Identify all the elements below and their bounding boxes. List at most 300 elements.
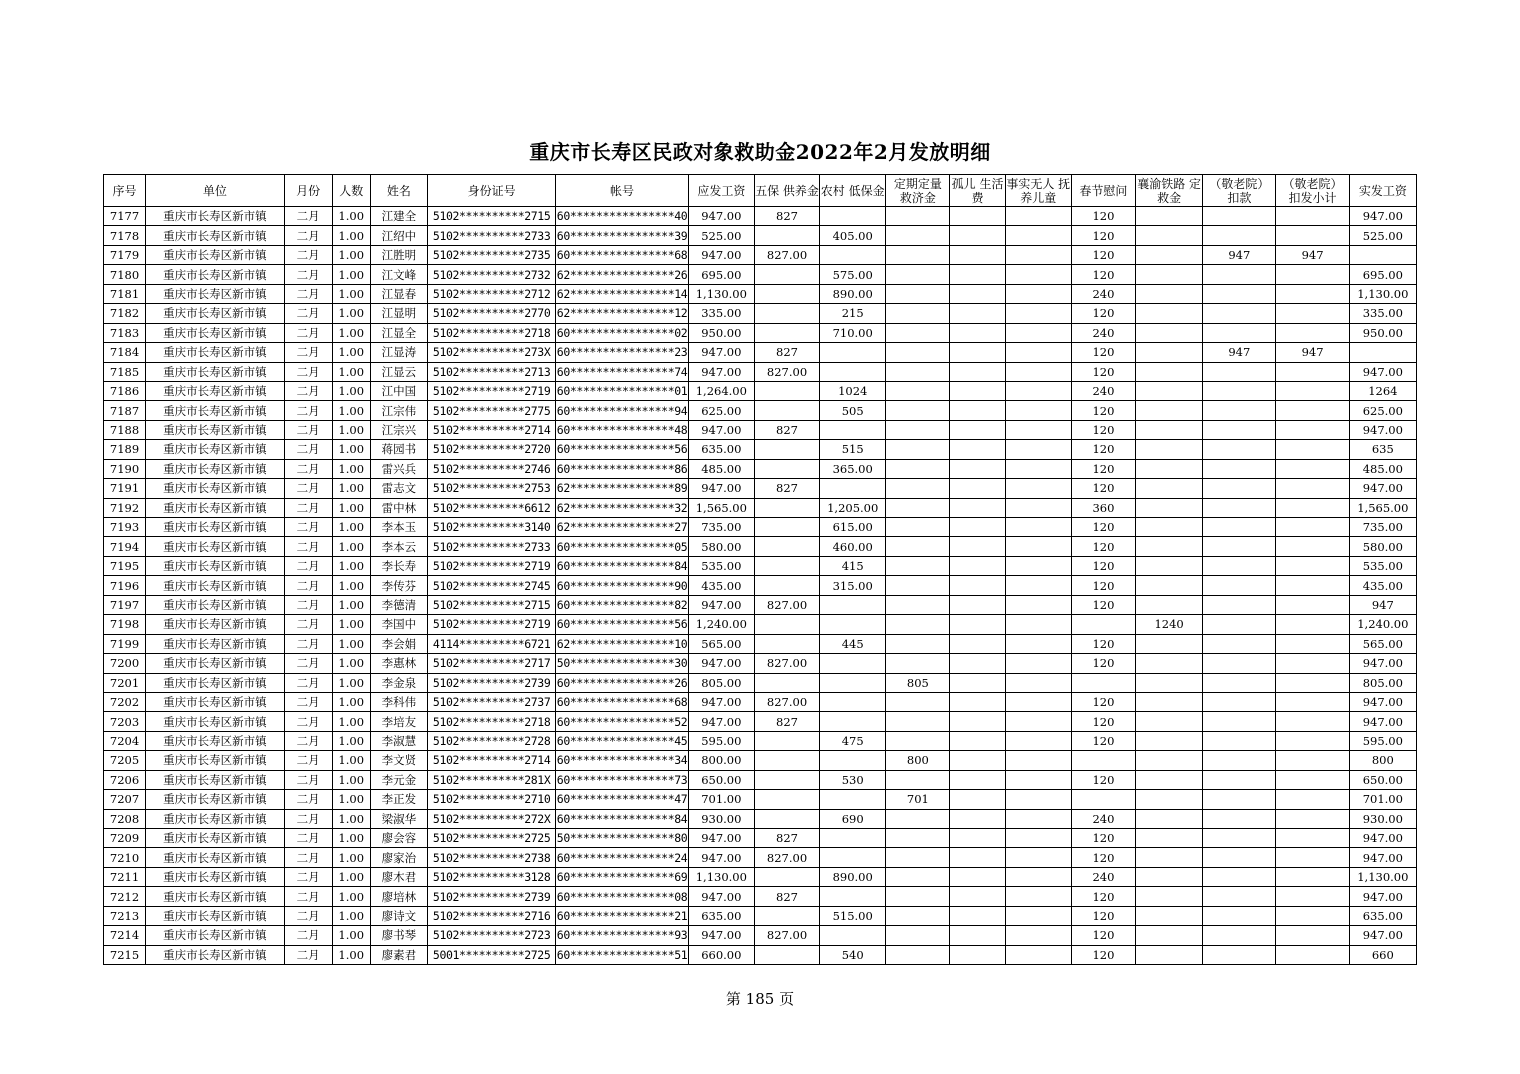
table-cell: 5102**********273X (427, 343, 555, 362)
table-cell (1136, 323, 1203, 342)
table-cell (950, 887, 1005, 906)
table-cell (1276, 440, 1349, 459)
table-cell: 1,240.00 (1349, 615, 1416, 634)
table-row (104, 323, 1417, 342)
table-cell: 1.00 (332, 790, 370, 809)
table-cell: 5102**********2732 (427, 265, 555, 284)
table-cell: 62****************26 (556, 265, 688, 284)
table-cell (820, 751, 886, 770)
table-cell (1005, 829, 1071, 848)
table-cell (950, 712, 1005, 731)
table-cell (820, 692, 886, 711)
table-row (104, 498, 1417, 517)
table-cell (1203, 498, 1276, 517)
table-cell: 1.00 (332, 226, 370, 245)
table-cell: 重庆市长寿区新市镇 (146, 440, 284, 459)
table-cell (1136, 751, 1203, 770)
table-cell (886, 207, 950, 226)
table-cell (1005, 265, 1071, 284)
table-cell: 1240 (1136, 615, 1203, 634)
table-cell: 515 (820, 440, 886, 459)
table-cell (950, 595, 1005, 614)
table-cell (1203, 751, 1276, 770)
table-cell: 7196 (104, 576, 146, 595)
table-cell: 240 (1071, 381, 1135, 400)
table-cell: 江宗伟 (370, 401, 427, 420)
table-cell: 1.00 (332, 829, 370, 848)
table-cell (1136, 867, 1203, 886)
table-cell: 7188 (104, 420, 146, 439)
table-cell (1005, 518, 1071, 537)
table-cell: 505 (820, 401, 886, 420)
table-cell: 890.00 (820, 284, 886, 303)
table-cell (886, 556, 950, 575)
table-cell (950, 207, 1005, 226)
table-cell (1005, 615, 1071, 634)
table-cell: 62****************10 (556, 634, 688, 653)
table-cell (950, 867, 1005, 886)
table-cell: 595.00 (688, 731, 754, 750)
table-cell: 7184 (104, 343, 146, 362)
table-row (104, 692, 1417, 711)
table-cell: 60****************39 (556, 226, 688, 245)
table-cell (886, 343, 950, 362)
table-cell: 60****************24 (556, 848, 688, 867)
table-cell: 1.00 (332, 537, 370, 556)
table-cell: 635.00 (688, 906, 754, 925)
table-cell (1005, 440, 1071, 459)
table-cell (1203, 692, 1276, 711)
table-cell: 60****************01 (556, 381, 688, 400)
table-cell: 120 (1071, 265, 1135, 284)
table-cell (886, 401, 950, 420)
table-cell: 7211 (104, 867, 146, 886)
column-header: （敬老院） 扣发小计 (1276, 175, 1349, 207)
table-cell (1203, 790, 1276, 809)
table-cell (950, 479, 1005, 498)
table-cell (1136, 245, 1203, 264)
table-cell: 120 (1071, 595, 1135, 614)
table-row (104, 867, 1417, 886)
table-cell (1276, 304, 1349, 323)
table-cell (1136, 401, 1203, 420)
table-cell (1276, 401, 1349, 420)
table-cell: 1.00 (332, 479, 370, 498)
table-cell: 60****************34 (556, 751, 688, 770)
table-cell (1276, 751, 1349, 770)
column-header: 身份证号 (427, 175, 555, 207)
table-cell (950, 420, 1005, 439)
table-cell (1276, 479, 1349, 498)
table-cell (950, 245, 1005, 264)
table-cell: 李本云 (370, 537, 427, 556)
table-cell: 李会娟 (370, 634, 427, 653)
table-cell (1136, 284, 1203, 303)
table-cell: 7183 (104, 323, 146, 342)
table-cell: 重庆市长寿区新市镇 (146, 595, 284, 614)
table-cell: 廖书琴 (370, 926, 427, 945)
table-cell: 重庆市长寿区新市镇 (146, 848, 284, 867)
table-cell: 1.00 (332, 867, 370, 886)
table-cell: 1.00 (332, 906, 370, 925)
table-cell (754, 770, 819, 789)
table-cell (1136, 537, 1203, 556)
table-cell: 485.00 (688, 459, 754, 478)
table-row (104, 518, 1417, 537)
table-cell: 5102**********2714 (427, 420, 555, 439)
table-cell: 710.00 (820, 323, 886, 342)
header-row (104, 175, 1417, 207)
table-cell (1071, 673, 1135, 692)
table-cell (886, 615, 950, 634)
table-cell: 695.00 (688, 265, 754, 284)
table-cell: 5102**********2770 (427, 304, 555, 323)
table-cell: 重庆市长寿区新市镇 (146, 343, 284, 362)
table-cell: 重庆市长寿区新市镇 (146, 809, 284, 828)
table-cell: 二月 (284, 848, 332, 867)
table-cell: 1,264.00 (688, 381, 754, 400)
table-cell (886, 323, 950, 342)
table-cell (1136, 887, 1203, 906)
table-cell: 890.00 (820, 867, 886, 886)
table-cell (820, 654, 886, 673)
table-cell: 李元金 (370, 770, 427, 789)
table-cell: 947 (1203, 343, 1276, 362)
table-cell (1136, 692, 1203, 711)
table-cell: 120 (1071, 731, 1135, 750)
table-cell: 江显全 (370, 323, 427, 342)
table-cell: 二月 (284, 518, 332, 537)
table-cell: 7181 (104, 284, 146, 303)
table-cell: 二月 (284, 867, 332, 886)
table-cell (1005, 537, 1071, 556)
table-cell: 1,240.00 (688, 615, 754, 634)
table-cell (1203, 207, 1276, 226)
table-cell: 530 (820, 770, 886, 789)
table-cell: 7209 (104, 829, 146, 848)
table-cell: 5102**********281X (427, 770, 555, 789)
table-cell: 重庆市长寿区新市镇 (146, 401, 284, 420)
table-cell (1005, 654, 1071, 673)
table-cell: 947.00 (688, 829, 754, 848)
table-row (104, 595, 1417, 614)
table-cell: 947 (1276, 343, 1349, 362)
column-header: 襄渝铁路 定救金 (1137, 176, 1202, 205)
table-cell: 315.00 (820, 576, 886, 595)
table-cell (886, 770, 950, 789)
table-cell (1005, 673, 1071, 692)
table-cell (1276, 945, 1349, 964)
table-cell (1203, 381, 1276, 400)
table-cell: 615.00 (820, 518, 886, 537)
table-cell (886, 381, 950, 400)
table-row (104, 926, 1417, 945)
table-cell: 二月 (284, 712, 332, 731)
table-cell (820, 595, 886, 614)
table-cell (1276, 556, 1349, 575)
table-cell: 120 (1071, 848, 1135, 867)
table-cell (1203, 304, 1276, 323)
table-cell (1276, 595, 1349, 614)
table-cell (950, 926, 1005, 945)
table-cell (754, 809, 819, 828)
table-cell: 二月 (284, 381, 332, 400)
table-cell: 5102**********2717 (427, 654, 555, 673)
table-cell: 947.00 (1349, 692, 1416, 711)
table-row (104, 362, 1417, 381)
table-cell: 1.00 (332, 848, 370, 867)
table-cell: 1.00 (332, 926, 370, 945)
table-cell: 120 (1071, 304, 1135, 323)
table-cell (1203, 770, 1276, 789)
table-cell: 重庆市长寿区新市镇 (146, 459, 284, 478)
table-cell (886, 867, 950, 886)
table-cell: 60****************52 (556, 712, 688, 731)
table-cell (1203, 829, 1276, 848)
table-cell: 二月 (284, 207, 332, 226)
table-cell: 120 (1071, 556, 1135, 575)
table-row (104, 479, 1417, 498)
table-cell: 7177 (104, 207, 146, 226)
table-cell (950, 323, 1005, 342)
table-cell (1136, 440, 1203, 459)
table-cell: 947.00 (688, 926, 754, 945)
table-cell: 重庆市长寿区新市镇 (146, 926, 284, 945)
table-cell (1005, 207, 1071, 226)
table-cell (1005, 381, 1071, 400)
table-row (104, 848, 1417, 867)
table-cell: 二月 (284, 459, 332, 478)
table-cell: 二月 (284, 829, 332, 848)
table-cell: 5102**********2725 (427, 829, 555, 848)
table-cell: 1.00 (332, 634, 370, 653)
table-cell: 50****************30 (556, 654, 688, 673)
table-cell: 廖培林 (370, 887, 427, 906)
table-row (104, 401, 1417, 420)
table-cell (1203, 673, 1276, 692)
table-cell: 240 (1071, 284, 1135, 303)
table-cell (886, 479, 950, 498)
table-cell: 廖木君 (370, 867, 427, 886)
table-cell: 947.00 (688, 207, 754, 226)
table-cell: 重庆市长寿区新市镇 (146, 887, 284, 906)
table-cell: 二月 (284, 440, 332, 459)
table-cell: 7194 (104, 537, 146, 556)
table-cell (754, 459, 819, 478)
table-cell (1203, 518, 1276, 537)
table-cell: 827.00 (754, 245, 819, 264)
table-cell: 二月 (284, 265, 332, 284)
table-cell: 120 (1071, 362, 1135, 381)
table-cell (886, 226, 950, 245)
table-cell: 660.00 (688, 945, 754, 964)
table-cell (1136, 848, 1203, 867)
table-cell (886, 595, 950, 614)
table-cell: 120 (1071, 887, 1135, 906)
table-cell: 120 (1071, 770, 1135, 789)
table-cell (820, 712, 886, 731)
table-cell: 二月 (284, 615, 332, 634)
table-cell: 120 (1071, 420, 1135, 439)
table-cell (1276, 906, 1349, 925)
table-cell: 5102**********2739 (427, 673, 555, 692)
table-cell: 947.00 (688, 848, 754, 867)
table-cell: 60****************08 (556, 887, 688, 906)
table-cell: 60****************69 (556, 867, 688, 886)
table-cell: 635 (1349, 440, 1416, 459)
table-cell (950, 518, 1005, 537)
table-cell: 7210 (104, 848, 146, 867)
table-cell: 827 (754, 712, 819, 731)
table-cell (950, 673, 1005, 692)
table-row (104, 265, 1417, 284)
table-cell: 5102**********2719 (427, 615, 555, 634)
table-cell: 李金泉 (370, 673, 427, 692)
table-cell (1276, 420, 1349, 439)
table-cell: 1.00 (332, 323, 370, 342)
table-cell: 947.00 (1349, 829, 1416, 848)
table-cell (1276, 537, 1349, 556)
table-cell (820, 207, 886, 226)
table-cell (1276, 712, 1349, 731)
table-cell (1071, 790, 1135, 809)
table-cell: 1.00 (332, 304, 370, 323)
table-cell: 947.00 (688, 712, 754, 731)
table-cell (1136, 420, 1203, 439)
table-cell (1203, 926, 1276, 945)
table-cell: 二月 (284, 654, 332, 673)
table-cell (1005, 459, 1071, 478)
table-cell: 5102**********2745 (427, 576, 555, 595)
table-cell: 735.00 (688, 518, 754, 537)
table-cell (1136, 731, 1203, 750)
table-row (104, 537, 1417, 556)
table-cell: 二月 (284, 887, 332, 906)
table-cell (950, 829, 1005, 848)
table-cell (754, 634, 819, 653)
table-cell: 二月 (284, 304, 332, 323)
table-cell: 930.00 (1349, 809, 1416, 828)
table-cell (886, 304, 950, 323)
table-cell (1276, 867, 1349, 886)
table-row (104, 226, 1417, 245)
table-cell: 重庆市长寿区新市镇 (146, 634, 284, 653)
table-cell (754, 945, 819, 964)
table-cell: 5102**********2735 (427, 245, 555, 264)
table-cell (1349, 245, 1416, 264)
table-cell (754, 867, 819, 886)
table-cell: 415 (820, 556, 886, 575)
table-cell: 5102**********3128 (427, 867, 555, 886)
table-cell: 947.00 (688, 887, 754, 906)
table-cell: 1.00 (332, 712, 370, 731)
table-cell: 120 (1071, 926, 1135, 945)
table-cell: 805.00 (1349, 673, 1416, 692)
table-cell: 5102**********2728 (427, 731, 555, 750)
table-cell (820, 343, 886, 362)
table-cell: 重庆市长寿区新市镇 (146, 226, 284, 245)
table-cell: 重庆市长寿区新市镇 (146, 731, 284, 750)
table-cell (1005, 790, 1071, 809)
table-cell: 60****************82 (556, 595, 688, 614)
table-cell (1136, 304, 1203, 323)
table-cell: 60****************73 (556, 770, 688, 789)
table-cell: 5001**********2725 (427, 945, 555, 964)
table-cell: 重庆市长寿区新市镇 (146, 790, 284, 809)
table-cell: 565.00 (1349, 634, 1416, 653)
table-cell: 60****************21 (556, 906, 688, 925)
table-cell: 7179 (104, 245, 146, 264)
table-cell (820, 926, 886, 945)
page-number: 第 185 页 (725, 990, 795, 1008)
table-cell (1203, 284, 1276, 303)
table-cell (950, 304, 1005, 323)
table-cell (1136, 654, 1203, 673)
table-row (104, 809, 1417, 828)
table-cell: 62****************27 (556, 518, 688, 537)
table-cell: 827 (754, 420, 819, 439)
table-cell (1136, 634, 1203, 653)
column-header: 事实无人 抚养儿童 (1006, 176, 1071, 205)
table-cell: 120 (1071, 518, 1135, 537)
table-cell: 5102**********2738 (427, 848, 555, 867)
table-cell (950, 226, 1005, 245)
table-cell: 二月 (284, 226, 332, 245)
table-cell (1005, 226, 1071, 245)
table-body (104, 207, 1417, 965)
table-cell (820, 420, 886, 439)
table-cell: 廖诗文 (370, 906, 427, 925)
table-cell: 二月 (284, 790, 332, 809)
table-cell (950, 692, 1005, 711)
table-cell: 5102**********2719 (427, 556, 555, 575)
table-cell (950, 731, 1005, 750)
table-cell: 重庆市长寿区新市镇 (146, 265, 284, 284)
table-cell (820, 829, 886, 848)
table-cell (820, 245, 886, 264)
table-cell: 二月 (284, 906, 332, 925)
table-cell: 7198 (104, 615, 146, 634)
table-cell: 5102**********2775 (427, 401, 555, 420)
table-cell: 950.00 (1349, 323, 1416, 342)
table-cell (1136, 809, 1203, 828)
table-row (104, 420, 1417, 439)
table-cell: 60****************86 (556, 459, 688, 478)
table-cell (754, 323, 819, 342)
table-cell: 947.00 (688, 343, 754, 362)
table-cell (1136, 265, 1203, 284)
payment-table (103, 174, 1417, 965)
table-cell (754, 556, 819, 575)
table-cell: 7214 (104, 926, 146, 945)
table-cell (1136, 945, 1203, 964)
table-cell (820, 887, 886, 906)
table-cell (886, 245, 950, 264)
table-cell: 1.00 (332, 595, 370, 614)
table-cell: 重庆市长寿区新市镇 (146, 867, 284, 886)
table-cell: 重庆市长寿区新市镇 (146, 906, 284, 925)
table-cell (1136, 712, 1203, 731)
table-cell (1005, 867, 1071, 886)
table-cell (1005, 556, 1071, 575)
table-cell: 二月 (284, 731, 332, 750)
table-cell: 1.00 (332, 887, 370, 906)
table-cell: 60****************40 (556, 207, 688, 226)
table-cell (950, 459, 1005, 478)
table-cell: 827.00 (754, 848, 819, 867)
table-cell (886, 440, 950, 459)
table-cell (1005, 304, 1071, 323)
